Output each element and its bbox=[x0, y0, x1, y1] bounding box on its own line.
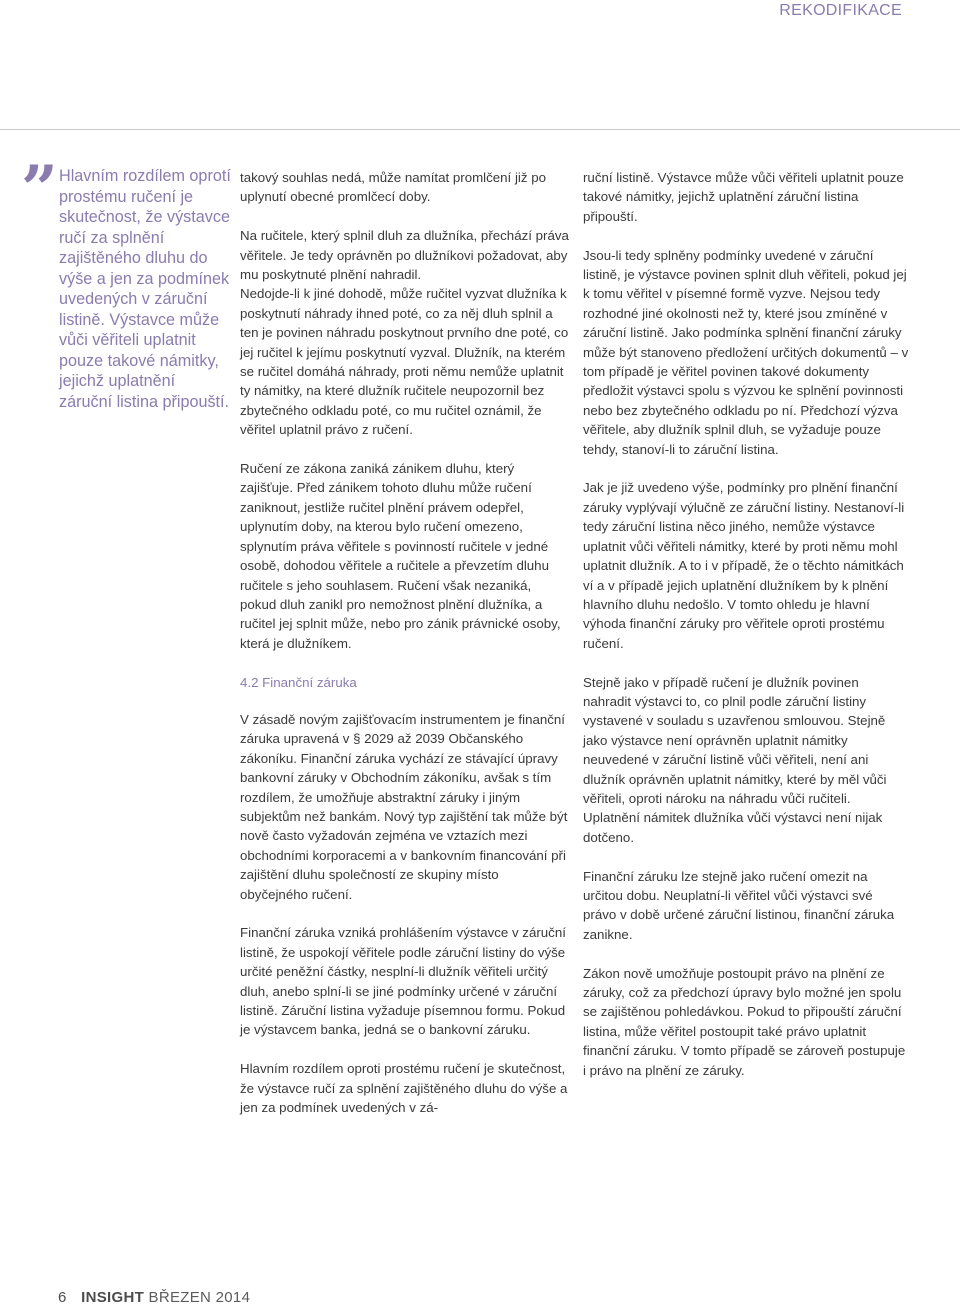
paragraph: Ručení ze zákona zaniká zánikem dluhu, který zajišťuje. Před zánikem tohoto dluhu může ručení zaniknout, jestliže ručitel plnění právem odepřel, uplynutím doby, na kterou bylo ručení omezeno, splynutím práva věřitele s povinností ručitele v jedné osobě, dohodou věřitele a ručitele a převzetím dluhu ručitele s jeho souhlasem. Ručení však nezaniká, pokud dluh zanikl pro nemožnost plnění dlužníka, a ručitel jej splnit může, nebo pro zánik právnické osoby, která je dlužníkem. bbox=[240, 461, 561, 651]
page-number: 6 bbox=[58, 1289, 67, 1306]
paragraph: V zásadě novým zajišťovacím instrumentem je finanční záruka upravená v § 2029 až 2039 Občanského zákoníku. Finanční záruka vychází ze stávající úpravy bankovní záruky v Obchodním zákoníku, avšak s tím rozdílem, že umožňuje abstraktní záruky i jiným subjektům než bankám. Nový typ zajištění tak může být nově často vyžadován zejména ve vztazích mezi obchodními korporacemi a v bankovním financování při zajištění dluhu společností ze skupiny místo obyčejného ručení. bbox=[240, 711, 568, 902]
issue-date: BŘEZEN 2014 bbox=[148, 1289, 251, 1306]
paragraph: Hlavním rozdílem oproti prostému ručení je skutečnost, že výstavce ručí za splnění zajištěného dluhu do výše a jen za podmínek uvedených v zá- bbox=[240, 1061, 568, 1116]
right-column bbox=[583, 168, 909, 1099]
quote-mark-icon: ” bbox=[21, 152, 58, 227]
paragraph: Jak je již uvedeno výše, podmínky pro plnění finanční záruky vyplývají výlučně ze záruční listiny. Nestanoví-li tedy záruční listina něco jiného, nemůže výstavce uplatnit vůči věřiteli námitky, které by proti němu mohl uplatnit dlužník. A to i v případě, že o těchto námitkách ví a v případě jejich uplatnění dlužníkem by k plnění hlavního dluhu nedošlo. V tomto ohledu je hlavní výhoda finanční záruky pro věřitele oproti prostému ručení. bbox=[583, 480, 905, 651]
paragraph: Stejně jako v případě ručení je dlužník povinen nahradit výstavci to, co plnil podle záruční listiny vystavené v souladu s uzavřenou smlouvou. Stejně jako výstavce není oprávněn uplatnit námitky neuvedené v záruční listině vůči věřiteli, není ani dlužník oprávněn uplatnit námitky, které by měl vůči věřiteli, oproti nároku na náhradu vůči ručiteli. Uplatnění námitek dlužníka vůči výstavci není nijak dotčeno. bbox=[583, 674, 887, 845]
paragraph: Nedojde-li k jiné dohodě, může ručitel vyzvat dlužníka k poskytnutí náhrady ihned poté, co za něj dluh splnil a ten je povinen náhradu poskytnout prvního dne poté, co jej ručitel k jejímu poskytnutí vyzval. Dlužník, na kterém se ručitel domáhá náhrady, proti němu nemůže uplatnit ty námitky, na které dlužník ručitele neupozornil bez zbytečného odkladu poté, co mu ručitel oznámil, že věřitel uplatnil právo z ručení. bbox=[240, 286, 569, 438]
paragraph: Jsou-li tedy splněny podmínky uvedené v záruční listině, je výstavce povinen splnit dluh věřiteli, pokud jej k tomu věřitel v písemné formě vyzve. Nejsou tedy rozhodné jiné okolnosti než ty, které jsou zmíněné v záruční listině. Jako podmínka splnění finanční záruky může být stanoveno předložení určitých dokumentů – v tom případě je věřitel povinen takové dokumenty předložit výstavci spolu s výzvou ke splnění povinnosti nebo bez zbytečného odkladu po ní. Předchozí výzva věřitele, aby dlužník splnil dluh, se vyžaduje pouze tehdy, stanoví-li to záruční listina. bbox=[583, 247, 909, 457]
paragraph: Zákon nově umožňuje postoupit právo na plnění ze záruky, což za předchozí úpravy bylo možné jen spolu se zajištěnou pohledávkou. Pokud to připouští záruční listina, může věřitel postoupit také právo uplatnit finanční záruku. V tomto případě se zároveň postupuje i právo na plnění ze záruky. bbox=[583, 965, 906, 1078]
section-label: REKODIFIKACE bbox=[779, 2, 902, 19]
paragraph: Finanční záruku lze stejně jako ručení omezit na určitou dobu. Neuplatní-li věřitel vůči výstavci své právo v době určené záruční listinou, finanční záruka zanikne. bbox=[583, 868, 895, 942]
magazine-name: INSIGHT bbox=[81, 1289, 145, 1306]
section-heading: 4.2 Finanční záruka bbox=[240, 674, 357, 690]
header-divider bbox=[0, 129, 960, 130]
paragraph: ruční listině. Výstavce může vůči věřiteli uplatnit pouze takové námitky, jejichž uplatnění záruční listina připouští. bbox=[583, 170, 904, 224]
page-footer bbox=[58, 1289, 250, 1306]
paragraph: Finanční záruka vzniká prohlášením výstavce v záruční listině, že uspokojí věřitele podle záruční listiny do výše určité peněžní částky, nesplní-li dlužník věřiteli určitý dluh, anebo splní-li se jiné podmínky určené v záruční listině. Záruční listina vyžaduje písemnou formu. Pokud je výstavcem banka, jedná se o bankovní záruku. bbox=[240, 925, 566, 1038]
paragraph: Na ručitele, který splnil dluh za dlužníka, přechází práva věřitele. Je tedy oprávněn po dlužníkovi požadovat, aby mu poskytnuté plnění nahradil. bbox=[240, 228, 569, 283]
paragraph: takový souhlas nedá, může namítat promlčení již po uplynutí obecné promlčecí doby. bbox=[240, 170, 546, 205]
pull-quote: Hlavním rozdílem oprotí prostému ručení je skutečnost, že výstavce ručí za splnění zajištěného dluhu do výše a jen za podmínek uvedených v záruční listině. Výstavce může vůči věřiteli uplatnit pouze takové námitky, jejichž uplatnění záruční listina připouští. bbox=[59, 167, 231, 411]
middle-column bbox=[240, 168, 570, 1137]
